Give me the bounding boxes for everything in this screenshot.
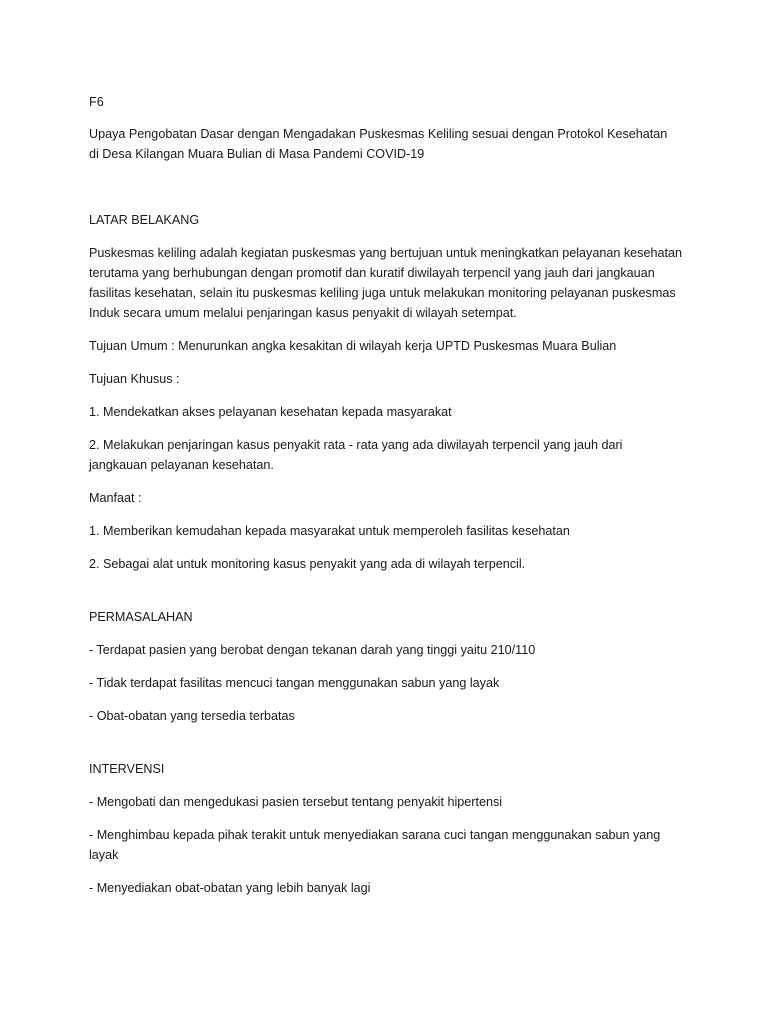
section-permasalahan [89,607,688,726]
heading-latar-belakang: LATAR BELAKANG [89,213,200,227]
heading-permasalahan: PERMASALAHAN [89,610,193,624]
manfaat-item: 2. Sebagai alat untuk monitoring kasus penyakit yang ada di wilayah terpencil. [89,557,526,571]
manfaat-label: Manfaat : [89,491,142,505]
document-code: F6 [89,95,104,109]
intervensi-item: - Mengobati dan mengedukasi pasien tersebut tentang penyakit hipertensi [89,795,503,809]
tujuan-khusus-item: 1. Mendekatkan akses pelayanan kesehatan kepada masyarakat [89,405,452,419]
heading-intervensi: INTERVENSI [89,762,165,776]
tujuan-khusus-item: 2. Melakukan penjaringan kasus penyakit rata - rata yang ada diwilayah terpencil yang jauh dari jangkauan pelayanan kesehatan. [89,438,623,472]
intervensi-item: - Menyediakan obat-obatan yang lebih banyak lagi [89,881,371,895]
paragraph-latar-belakang: Puskesmas keliling adalah kegiatan puskesmas yang bertujuan untuk meningkatkan pelayanan kesehatan terutama yang berhubungan dengan promotif dan kuratif diwilayah terpencil yang jauh dari jangkauan fasilitas kesehatan, selain itu puskesmas keliling juga untuk melakukan monitoring pelayanan puskesmas Induk secara umum melalui penjaringan kasus penyakit di wilayah setempat. [89,246,682,320]
document-title: Upaya Pengobatan Dasar dengan Mengadakan Puskesmas Keliling sesuai dengan Protokol Kesehatan di Desa Kilangan Muara Bulian di Masa Pandemi COVID-19 [89,127,668,161]
permasalahan-item: - Terdapat pasien yang berobat dengan tekanan darah yang tinggi yaitu 210/110 [89,643,536,657]
intervensi-item: - Menghimbau kepada pihak terakit untuk menyediakan sarana cuci tangan menggunakan sabun yang layak [89,828,661,862]
section-latar-belakang [89,210,688,574]
section-intervensi [89,759,688,898]
tujuan-khusus-label: Tujuan Khusus : [89,372,180,386]
permasalahan-item: - Tidak terdapat fasilitas mencuci tangan menggunakan sabun yang layak [89,676,500,690]
tujuan-umum: Tujuan Umum : Menurunkan angka kesakitan di wilayah kerja UPTD Puskesmas Muara Bulian [89,339,617,353]
permasalahan-item: - Obat-obatan yang tersedia terbatas [89,709,295,723]
manfaat-item: 1. Memberikan kemudahan kepada masyarakat untuk memperoleh fasilitas kesehatan [89,524,570,538]
